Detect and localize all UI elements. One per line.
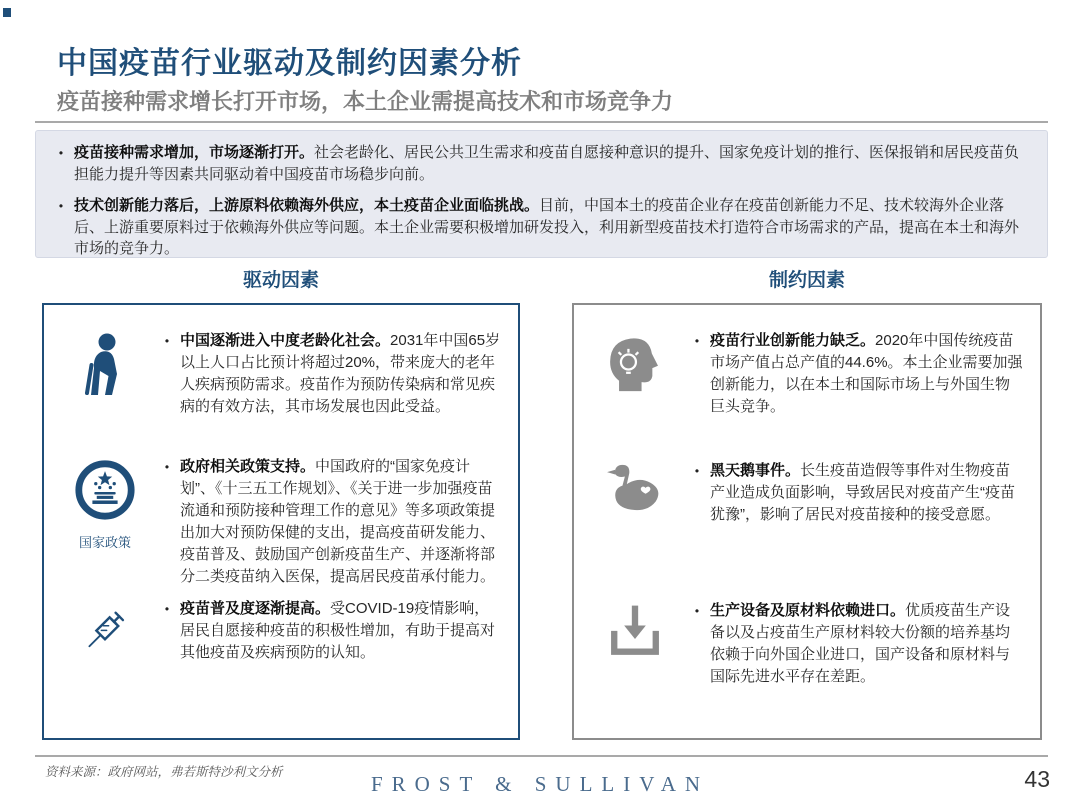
bullet-icon: • — [694, 334, 700, 348]
summary-bullet-text — [74, 195, 1027, 260]
corner-accent — [3, 8, 11, 17]
bullet-icon: • — [694, 464, 700, 478]
constraint-item-import — [586, 600, 1024, 688]
summary-bullet-body: 社会老龄化、居民公共卫生需求和疫苗自愿接种意识的提升、国家免疫计划的推行、医保报销和居民疫苗负担能力提升等因素共同驱动着中国疫苗市场稳步向前。 — [74, 144, 1020, 183]
source-note: 资料来源：政府网站，弗若斯特沙利文分析 — [45, 765, 283, 779]
bullet-icon: • — [164, 334, 170, 348]
driver-icon-col — [56, 330, 154, 401]
bullet-icon: • — [58, 199, 64, 213]
driver-item-text — [180, 598, 502, 664]
syringe-icon — [75, 600, 135, 665]
elderly-person-icon — [78, 332, 132, 401]
page-subtitle: 疫苗接种需求增长打开市场，本土企业需提高技术和市场竞争力 — [57, 89, 674, 114]
driver-icon-col — [56, 456, 154, 551]
constraint-item-text — [710, 460, 1024, 526]
driver-item-text — [180, 330, 502, 418]
constraint-item-body: 优质疫苗生产设备以及占疫苗生产原材料较大份额的培养基均依赖于向外国企业进口，国产设备和原材料与国际先进水平存在差距。 — [710, 602, 1011, 685]
summary-bullet-text — [74, 142, 1027, 185]
bullet-icon: • — [164, 460, 170, 474]
summary-bullet — [48, 195, 1027, 260]
bullet-icon: • — [58, 146, 64, 160]
driver-icon-col — [56, 598, 154, 665]
constraint-item-body: 2020年中国传统疫苗市场产值占总产值的44.6%。本土企业需要加强创新能力，以在本土和国际市场上与外国生物巨头竞争。 — [710, 332, 1023, 415]
driver-item-body: 受COVID-19疫情影响，居民自愿接种疫苗的积极性增加，有助于提高对其他疫苗及疾病预防的认知。 — [180, 600, 496, 661]
footer-divider — [35, 755, 1048, 757]
constraint-item-text — [710, 330, 1024, 418]
import-tray-arrow-icon — [606, 602, 664, 663]
summary-box — [35, 130, 1048, 258]
constraint-item-body: 长生疫苗造假等事件对生物疫苗产业造成负面影响，导致居民对疫苗产生“疫苗犹豫”，影响了居民对疫苗接种的接受意愿。 — [710, 462, 1015, 523]
title-divider — [35, 121, 1048, 123]
constraint-icon-col — [586, 600, 684, 663]
driver-item-lead: 政府相关政策支持。 — [180, 458, 316, 475]
drivers-box — [42, 303, 520, 740]
constraint-item-innovation — [586, 330, 1024, 418]
constraints-box — [572, 303, 1042, 740]
driver-item-lead: 疫苗普及度逐渐提高。 — [180, 600, 331, 617]
summary-bullet-body: 目前，中国本土的疫苗企业存在疫苗创新能力不足、技术较海外企业落后、上游重要原料过于依赖海外供应等问题。本土企业需要积极增加研发投入，利用新型疫苗技术打造符合市场需求的产品，提高在本土和海外市场的竞争力。 — [74, 197, 1020, 257]
bullet-icon: • — [164, 602, 170, 616]
bullet-icon: • — [694, 604, 700, 618]
driver-item-lead: 中国逐渐进入中度老龄化社会。 — [180, 332, 391, 349]
drivers-column-header: 驱动因素 — [242, 270, 319, 291]
constraint-item-lead: 生产设备及原材料依赖进口。 — [710, 602, 906, 619]
constraint-item-lead: 黑天鹅事件。 — [710, 462, 801, 479]
driver-item-aging — [56, 330, 502, 418]
page-title: 中国疫苗行业驱动及制约因素分析 — [57, 47, 522, 80]
constraints-column-header: 制约因素 — [768, 270, 845, 291]
constraint-item-text — [710, 600, 1024, 688]
black-swan-icon — [604, 462, 666, 519]
constraint-icon-col — [586, 460, 684, 519]
national-policy-emblem-icon — [73, 458, 137, 527]
constraint-item-black-swan — [586, 460, 1024, 526]
driver-item-policy — [56, 456, 502, 588]
driver-item-body: 中国政府的“国家免疫计划”、《十三五工作规划》、《关于进一步加强疫苗流通和预防接种管理工作的意见》等多项政策提出加大对预防保健的支出，提高疫苗研发能力、疫苗普及、鼓励国产创新疫苗生产、并逐渐将部分二类疫苗纳入医保，提高居民疫苗承付能力。 — [180, 458, 496, 585]
frost-sullivan-logo: FROST & SULLIVAN — [370, 772, 710, 796]
summary-bullet-lead: 技术创新能力落后，上游原料依赖海外供应，本土疫苗企业面临挑战。 — [74, 197, 540, 214]
driver-item-popularity — [56, 598, 502, 665]
national-policy-icon-label: 国家政策 — [78, 535, 131, 550]
driver-item-text — [180, 456, 502, 588]
summary-bullet — [48, 142, 1027, 185]
driver-item-body: 2031年中国65岁以上人口占比预计将超过20%，带来庞大的老年人疾病预防需求。疫苗作为预防传染病和常见疾病的有效方法，其市场发展也因此受益。 — [180, 332, 501, 415]
constraint-icon-col — [586, 330, 684, 397]
constraint-item-lead: 疫苗行业创新能力缺乏。 — [710, 332, 876, 349]
summary-bullet-lead: 疫苗接种需求增加，市场逐渐打开。 — [74, 144, 315, 161]
page-number: 43 — [1024, 766, 1050, 792]
innovation-head-bulb-icon — [605, 332, 665, 397]
